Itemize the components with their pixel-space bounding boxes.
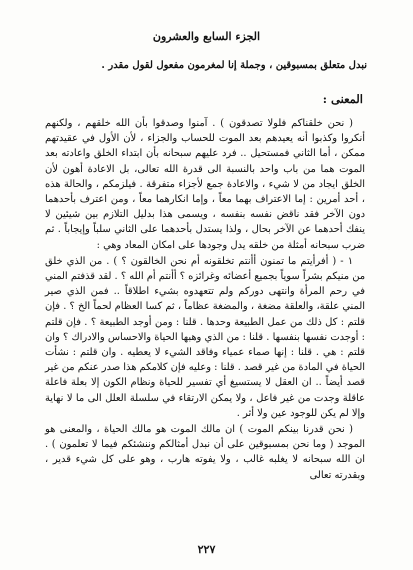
section-heading: المعنى :: [322, 92, 363, 106]
body-text: [45, 116, 365, 483]
paragraph: ( نحن قدرنا بينكم الموت ) ان مالك الموت هو مالك الحياة ، والمعنى هو الموجد ( وما نحن بمسبوقين على أن نبدل أمثالكم وننشئكم فيما لا تعلمون ) . ان الله سبحانه لا يغلبه غالب ، ولا يفوته هارب ، وهو على كل شيء قدير ، وبقدرته تعالى: [45, 424, 365, 481]
lead-line: نبدل متعلق بمسبوقين ، وجملة إنا لمغرمون مفعول لقول مقدر .: [101, 60, 367, 71]
paragraph: ( نحن خلقناكم فلولا تصدقون ) . آمنوا وصدقوا بأن الله خلقهم ، ولكنهم أنكروا وكذبوا أنه يعيدهم بعد الموت للحساب والجزاء ، لأن الأول في عقيدتهم ممكن ، أما الثاني فمستحيل .. فرد عليهم سبحانه بأن ابتداء الخلق واعادته بعد الموت هما من باب واحد بالنسبة الى قدرة الله تعالى، بل الاعادة أهون لأن الخلق ايجاد من لا شيء ، والاعادة جمع لأجزاء متفرقة . فيلزمكم ، والحالة هذه ، أحد أمرين : إما الاعتراف بهما معاً ، وإما انكارهما معاً ، ومن اعترف بأحدهما دون الآخر فقد ناقض نفسه بنفسه ، ويسمى هذا بدليل التلازم بين شيئين لا ينفك أحدهما عن الآخر بحال ، ولذا يستدل بأحدهما على الثاني سلباً وإيجاباً . ثم ضرب سبحانه أمثلة من خلقه يدل وجودها على امكان المعاد وهي :: [45, 118, 365, 251]
paragraph: ١ - ( أفرأيتم ما تمنون أأنتم تخلقونه أم نحن الخالقون ؟ ) . من الذي خلق من منيكم بشراً سوياً بجميع أعضائه وغرائزه ؟ أأنتم أم الله ؟ . لقد قذفتم المني في رحم المرأة وانتهى دوركم ولم تتعهدوه بشيء اطلاقاً .. فمن الذي صير المني علقة، والعلقة مضغة ، والمضغة عظاماً ، ثم كسا العظام لحماً الخ ؟ . فإن قلتم : كل ذلك من عمل الطبيعة وحدها . قلنا : ومن أوجد الطبيعة ؟ . فإن قلتم : أوجدت نفسها بنفسها . قلنا : من الذي وهبها الحياة والاحساس والادراك ؟ وان قلتم : هي . قلنا : إنها صماء عمياء وفاقد الشيء لا يعطيه . وان قلتم : نشأت الحياة في المادة من غير قصد . قلنا : وعليه فإن كلامكم هذا صدر عنكم من غير قصد أيضاً .. ان العقل لا يستسيغ أي تفسير للحياة ونظام الكون إلا بعلة فاعلة عاقلة وجدت من غير فاعل ، ولا يمكن الارتقاء في سلسلة العلل الى ما لا نهاية وإلا لم يكن للوجود عين ولا أثر .: [45, 255, 365, 419]
page-number: ٢٢٧: [197, 543, 216, 556]
running-head: الجزء السابع والعشرون: [152, 30, 261, 43]
